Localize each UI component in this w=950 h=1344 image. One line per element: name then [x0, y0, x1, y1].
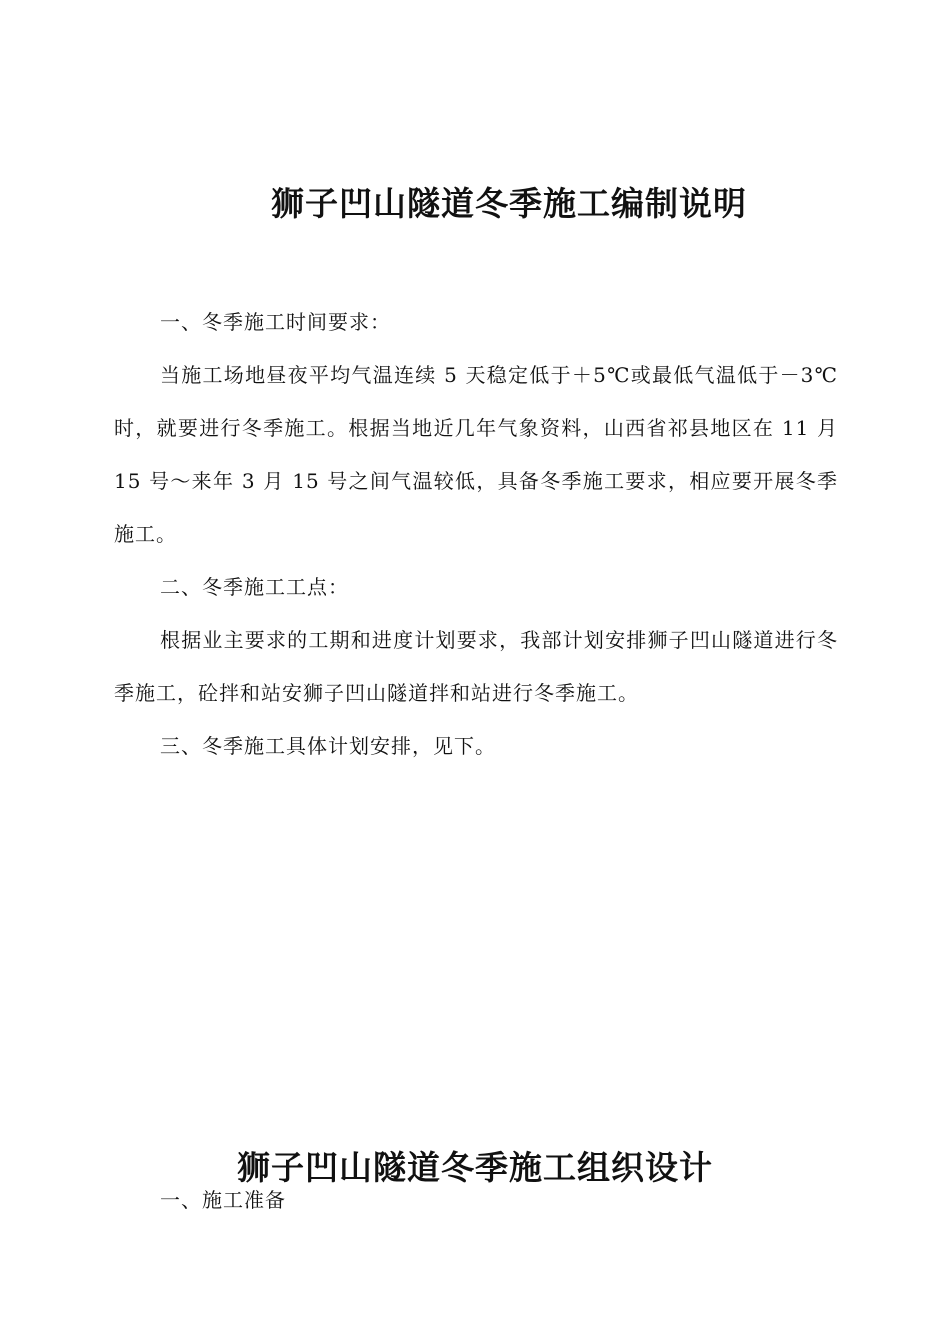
- document-title: 狮子凹山隧道冬季施工编制说明: [271, 184, 747, 223]
- heading-plan: 三、冬季施工具体计划安排，见下。: [160, 734, 496, 758]
- paragraph-work-site: 根据业主要求的工期和进度计划要求，我部计划安排狮子凹山隧道进行冬季施工，砼拌和站安狮子凹山隧道拌和站进行冬季施工。: [114, 628, 838, 705]
- heading-construction-preparation: 一、施工准备: [160, 1188, 286, 1212]
- design-title: 狮子凹山隧道冬季施工组织设计: [237, 1148, 713, 1187]
- paragraph-time-requirement: 当施工场地昼夜平均气温连续 5 天稳定低于＋5℃或最低气温低于－3℃时，就要进行冬季施工。根据当地近几年气象资料，山西省祁县地区在 11 月 15 号～来年 3 月 15 号之间气温较低，具备冬季施工要求，相应要开展冬季施工。: [114, 363, 838, 546]
- explanation-body: [114, 296, 838, 773]
- heading-work-site: 二、冬季施工工点：: [160, 575, 349, 599]
- heading-time-requirement: 一、冬季施工时间要求：: [160, 310, 391, 334]
